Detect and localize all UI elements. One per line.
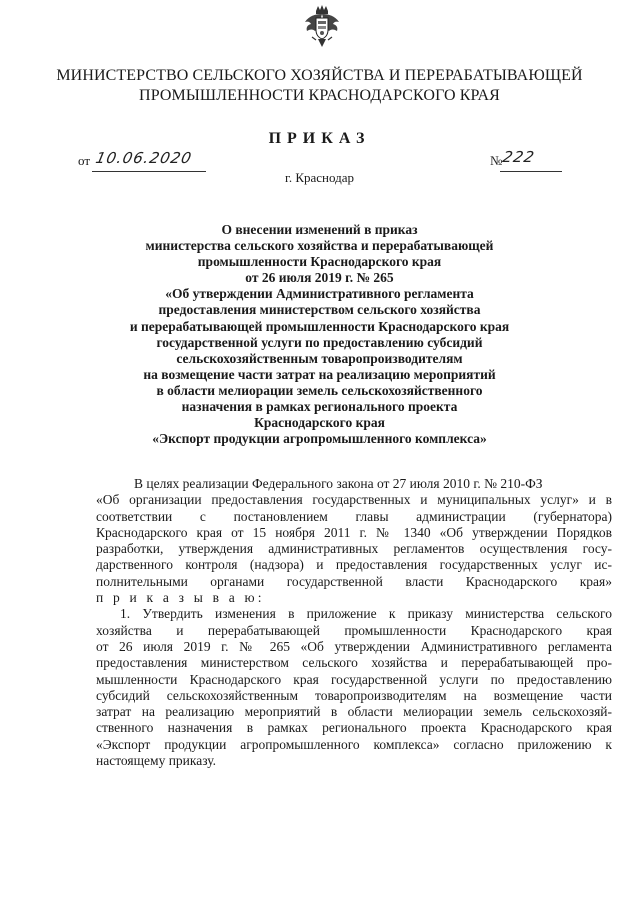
preamble-line: дарственного контроля (надзора) и предоставления государственных услуг ис- <box>96 557 612 573</box>
subject-line: «Об утверждении Административного регламента <box>165 286 474 302</box>
subject-line: «Экспорт продукции агропромышленного комплекса» <box>152 431 487 447</box>
subject-line: в области мелиорации земель сельскохозяйственного <box>156 382 483 398</box>
number-prefix: № <box>490 153 503 168</box>
city: г. Краснодар <box>284 170 355 185</box>
item-1-line: хозяйства и перерабатывающей промышленности Краснодарского края <box>96 622 612 638</box>
subject-line: О внесении изменений в приказ <box>221 222 418 237</box>
subject-line: государственной услуги по предоставлению субсидий <box>156 334 483 350</box>
ministry-name <box>40 66 599 106</box>
item-1-line: настоящему приказу. <box>96 753 217 769</box>
subject-line: промышленности Краснодарского края <box>197 254 442 270</box>
handwritten-number: 222 <box>501 148 537 166</box>
preamble-line: разработки, утверждения административных регламентов осуществления госу- <box>96 541 612 557</box>
document-type-title: ПРИКАЗ <box>268 130 371 147</box>
date-prefix: от <box>78 153 91 168</box>
subject-line: от 26 июля 2019 г. № 265 <box>245 270 394 286</box>
subject-line: сельскохозяйственным товаропроизводителям <box>176 350 463 366</box>
item-1-line: «Экспорт продукции агропромышленного комплекса» согласно приложению к <box>96 736 612 752</box>
item-1-line: ственного назначения в рамках регионального проекта Краснодарского края <box>96 720 612 736</box>
item-1-line: мышленности Краснодарского края государственной услуги по предоставлению <box>96 671 612 687</box>
preamble-line: «Об организации предоставления государственных и муниципальных услуг» и в <box>96 492 612 508</box>
preamble-line: полнительными органами государственной власти Краснодарского края» <box>96 573 612 589</box>
item-1-line: затрат на реализацию мероприятий в области мелиорации земель сельскохозяй- <box>96 704 612 720</box>
subject-line: и перерабатывающей промышленности Краснодарского края <box>129 318 510 334</box>
item-1-line: от 26 июля 2019 г. № 265 «Об утверждении Административного регламента <box>96 638 612 654</box>
item-1-line: предоставления министерством сельского хозяйства и перерабатывающей про- <box>96 655 612 671</box>
subject-line: министерства сельского хозяйства и перерабатывающей <box>145 238 494 254</box>
ministry-line-2: ПРОМЫШЛЕННОСТИ КРАСНОДАРСКОГО КРАЯ <box>139 87 500 104</box>
handwritten-date: 10.06.2020 <box>94 149 194 167</box>
subject-line: предоставления министерством сельского хозяйства <box>158 302 481 318</box>
subject-line: Краснодарского края <box>254 415 385 431</box>
krasnodar-coat-of-arms-icon <box>303 4 341 50</box>
order-body <box>96 476 612 769</box>
preamble-line: соответствии с постановлением главы администрации (губернатора) <box>96 508 612 524</box>
subject-line: назначения в рамках регионального проекта <box>181 399 458 415</box>
preamble-line: Краснодарского края от 15 ноября 2011 г. № 1340 «Об утверждении Порядков <box>96 524 612 540</box>
preamble-line: В целях реализации Федерального закона от 27 июля 2010 г. № 210-ФЗ <box>134 476 543 491</box>
item-1-line: 1. Утвердить изменения в приложение к приказу министерства сельского <box>120 606 612 622</box>
order-subject <box>100 222 539 447</box>
item-1-line: субсидий сельскохозяйственным товаропроизводителям на возмещение части <box>96 687 612 703</box>
subject-line: на возмещение части затрат на реализацию мероприятий <box>143 366 496 382</box>
ministry-line-1: МИНИСТЕРСТВО СЕЛЬСКОГО ХОЗЯЙСТВА И ПЕРЕРАБАТЫВАЮЩЕЙ <box>56 67 583 84</box>
order-word: п р и к а з ы в а ю: <box>96 590 265 606</box>
